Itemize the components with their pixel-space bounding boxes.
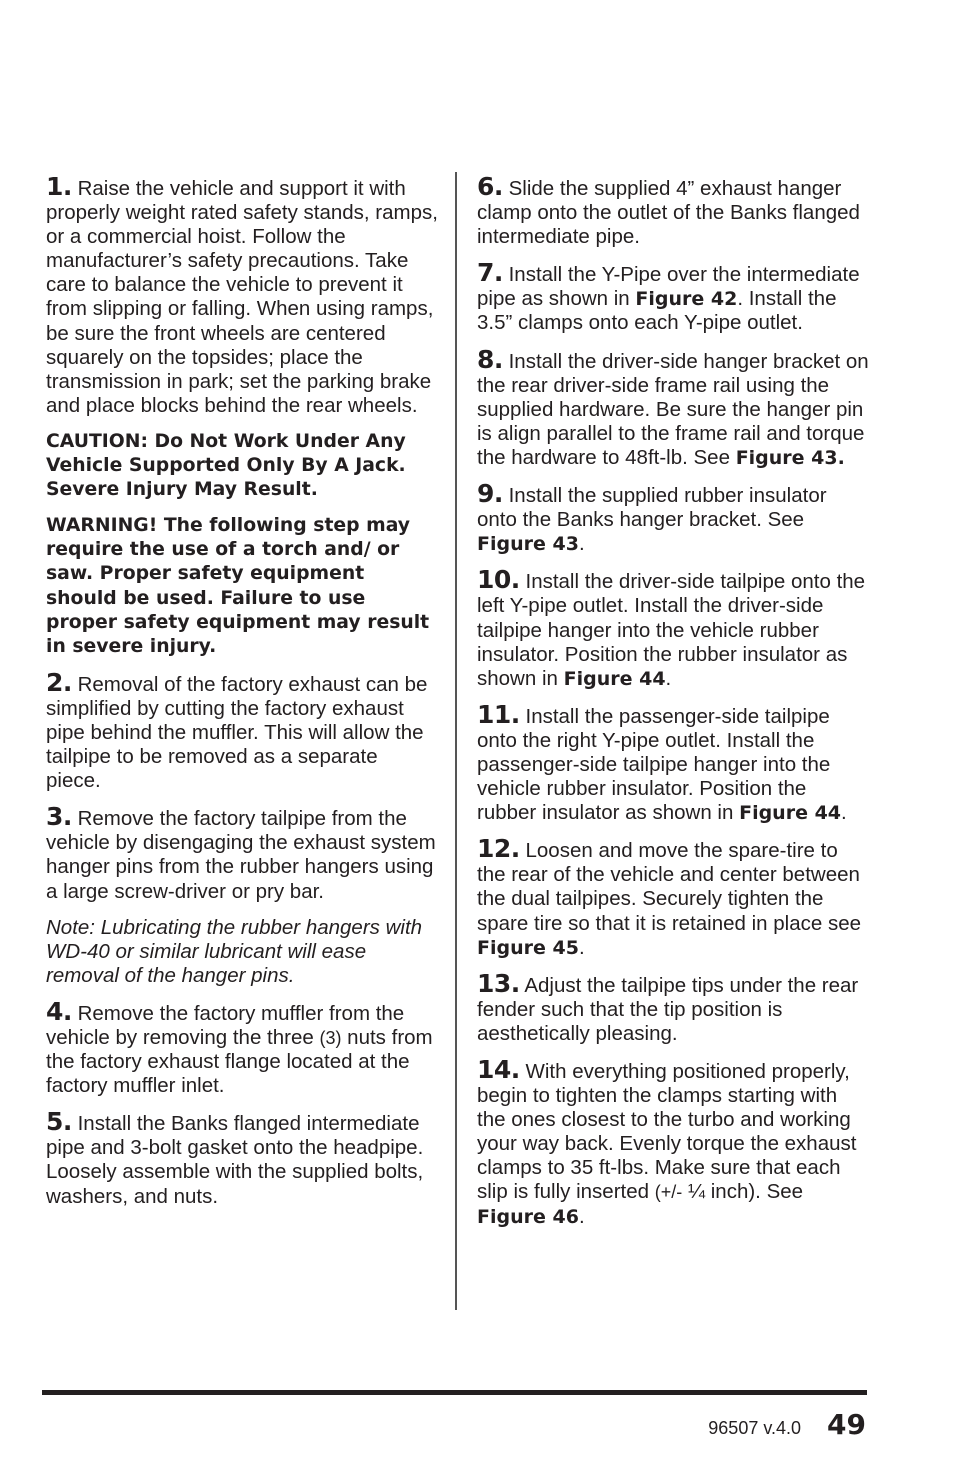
step-1 xyxy=(46,172,438,418)
step-text: nuts from the factory exhaust flange located at the factory muffler inlet. xyxy=(46,1026,433,1098)
step-11 xyxy=(477,699,869,825)
step-number: 11. xyxy=(477,699,520,729)
document-number: 96507 v.4.0 xyxy=(708,1418,802,1438)
step-text: . xyxy=(665,666,672,690)
figure-reference: Figure 45 xyxy=(477,936,579,959)
right-column xyxy=(477,172,869,1241)
page-number: 49 xyxy=(827,1408,866,1441)
figure-reference: Figure 43. xyxy=(735,446,845,469)
step-number: 5. xyxy=(46,1107,72,1137)
step-8 xyxy=(477,344,869,470)
note-text: Note: Lubricating the rubber hangers with WD-40 or similar lubricant will ease removal of the hanger pins. xyxy=(46,915,423,987)
step-number: 13. xyxy=(477,968,520,998)
step-12 xyxy=(477,834,869,959)
step-text: With everything positioned properly, begin to tighten the clamps starting with the ones closest to the turbo and working your way back. Evenly torque the exhaust clamps to 35 ft-lbs. Make sure that each slip is fully inserted xyxy=(477,1060,857,1204)
step-6 xyxy=(477,172,869,249)
step-number: 1. xyxy=(46,172,72,201)
step-2 xyxy=(46,667,438,793)
step-number: 8. xyxy=(477,344,503,374)
step-text: . xyxy=(578,532,585,556)
warning-notice: WARNING! The following step may require the use of a torch and/ or saw. Proper safety equipment should be used. Failure to use proper safety equipment may result in severe injury. xyxy=(46,515,430,657)
step-text: . Install the 3.5” clamps onto each Y-pipe outlet. xyxy=(477,287,837,335)
step-number: 7. xyxy=(477,258,503,288)
step-text: Install the driver-side hanger bracket on the rear driver-side frame rail using the supplied hardware. Be sure the hanger pin is align parallel to the frame rail and torque the hardware to 48ft-lb. See xyxy=(477,349,869,469)
step-text: . xyxy=(578,1204,585,1228)
step-text: Install the Banks flanged intermediate pipe and 3-bolt gasket onto the headpipe. Loosely assemble with the supplied bolts, washers, and nuts. xyxy=(46,1112,424,1208)
step-text: Adjust the tailpipe tips under the rear fender such that the tip position is aesthetically pleasing. xyxy=(477,973,859,1045)
step-number: 2. xyxy=(46,667,72,697)
step-text: Loosen and move the spare-tire to the rear of the vehicle and center between the dual tailpipes. Securely tighten the spare tire so that it is retained in place see xyxy=(477,839,862,935)
step-13 xyxy=(477,968,869,1046)
caution-notice: CAUTION: Do Not Work Under Any Vehicle Supported Only By A Jack. Severe Injury May Result. xyxy=(46,430,406,501)
step-number: 14. xyxy=(477,1055,520,1084)
fraction-text: ¼ xyxy=(682,1180,706,1204)
figure-reference: Figure 43 xyxy=(477,533,579,556)
step-text: Raise the vehicle and support it with properly weight rated safety stands, ramps, or a commercial hoist. Follow the manufacturer’s safety precautions. Take care to balance the vehicle to prevent it from slipping or falling. When using ramps, be sure the front wheels are centered squarely on the topsides; place the transmission in park; set the parking brake and place blocks behind the rear wheels. xyxy=(46,177,438,417)
figure-reference: Figure 46 xyxy=(477,1205,579,1228)
footer-rule xyxy=(42,1390,867,1395)
step-4 xyxy=(46,996,438,1098)
step-text: Removal of the factory exhaust can be simplified by cutting the factory exhaust pipe behind the muffler. This will allow the tailpipe to be removed as a separate piece. xyxy=(46,672,428,793)
step-text-small: (3) xyxy=(319,1028,342,1048)
step-text: Slide the supplied 4” exhaust hanger clamp onto the outlet of the Banks flanged intermediate pipe. xyxy=(477,177,860,249)
step-10 xyxy=(477,565,869,690)
step-number: 12. xyxy=(477,834,520,864)
column-divider xyxy=(455,172,457,1310)
left-column xyxy=(46,172,438,1221)
step-14 xyxy=(477,1055,869,1229)
step-5 xyxy=(46,1107,438,1208)
step-text: Install the passenger-side tailpipe onto the right Y-pipe outlet. Install the passenger-side tailpipe hanger into the vehicle rubber insulator. Position the rubber insulator as shown in xyxy=(477,704,831,825)
step-number: 3. xyxy=(46,802,72,832)
step-number: 9. xyxy=(477,479,503,509)
step-number: 10. xyxy=(477,565,520,595)
step-number: 6. xyxy=(477,172,503,201)
step-text: Remove the factory muffler from the vehicle by removing the three xyxy=(46,1001,405,1049)
step-text: Remove the factory tailpipe from the vehicle by disengaging the exhaust system hanger pins from the rubber hangers using a large screw-driver or pry bar. xyxy=(46,807,436,903)
step-text: Install the supplied rubber insulator onto the Banks hanger bracket. See xyxy=(477,484,827,532)
step-text: . xyxy=(841,801,847,825)
step-7 xyxy=(477,258,869,335)
step-text: Install the Y-Pipe over the intermediate pipe as shown in xyxy=(477,263,860,311)
step-text-small: (+/- xyxy=(654,1182,683,1203)
figure-reference: Figure 42 xyxy=(635,288,738,311)
step-9 xyxy=(477,479,869,556)
step-text: . xyxy=(578,935,585,959)
page-footer xyxy=(708,1408,866,1448)
step-text: Install the driver-side tailpipe onto the left Y-pipe outlet. Install the driver-side tailpipe hanger into the vehicle rubber insulator. Position the rubber insulator as shown in xyxy=(477,570,866,690)
step-text: inch). See xyxy=(705,1180,804,1204)
step-3 xyxy=(46,802,438,903)
figure-reference: Figure 44 xyxy=(563,667,666,690)
step-number: 4. xyxy=(46,996,72,1026)
figure-reference: Figure 44 xyxy=(739,802,842,825)
